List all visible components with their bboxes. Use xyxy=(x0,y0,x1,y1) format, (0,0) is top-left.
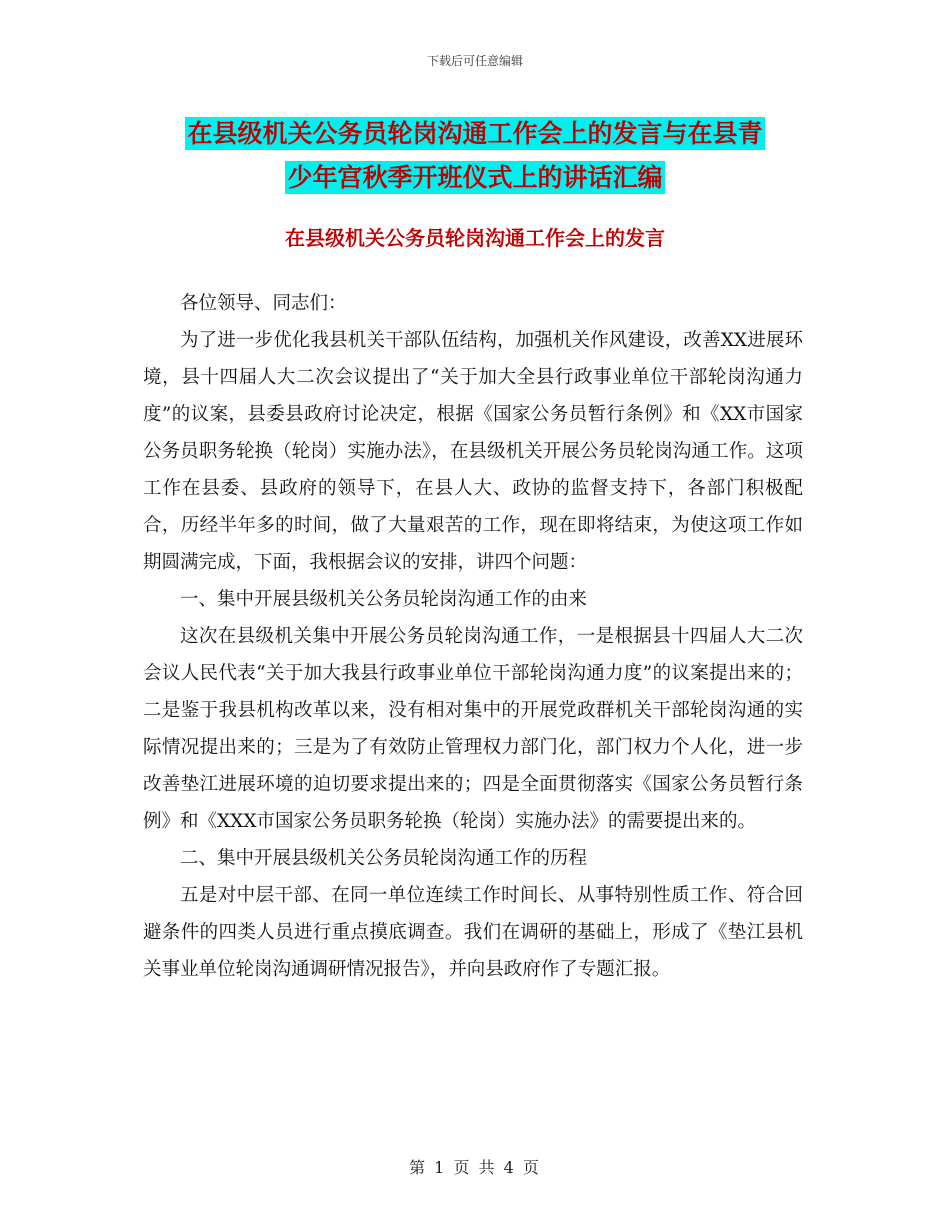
title-line-1 xyxy=(0,112,950,156)
header-note: 下载后可任意编辑 xyxy=(426,54,523,68)
paragraph-history: 五是对中层干部、在同一单位连续工作时间长、从事特别性质工作、符合回避条件的四类人员进行重点摸底调查。我们在调研的基础上，形成了《垫江县机关事业单位轮岗沟通调研情况报告》，并向县政府作了专题汇报。 xyxy=(143,885,803,980)
body-text xyxy=(143,285,803,988)
paragraph-origin: 这次在县级机关集中开展公务员轮岗沟通工作，一是根据县十四届人大二次会议人民代表“关于加大我县行政事业单位干部轮岗沟通力度”的议案提出来的；二是鉴于我县机构改革以来，没有相对集中的开展党政群机关干部轮岗沟通的实际情况提出来的；三是为了有效防止管理权力部门化，部门权力个人化，进一步改善垫江进展环境的迫切要求提出来的；四是全面贯彻落实《国家公务员暂行条例》和《XXX市国家公务员职务轮换（轮岗）实施办法》的需要提出来的。 xyxy=(143,626,803,832)
title-line-2-text: 少年宫秋季开班仪式上的讲话汇编 xyxy=(287,163,663,192)
title-line-1-text: 在县级机关公务员轮岗沟通工作会上的发言与在县青 xyxy=(187,119,763,148)
section-title: 在县级机关公务员轮岗沟通工作会上的发言 xyxy=(285,226,665,250)
salutation: 各位领导、同志们： xyxy=(180,293,347,314)
heading-origin: 一、集中开展县级机关公务员轮岗沟通工作的由来 xyxy=(180,589,588,610)
document-title xyxy=(0,112,950,200)
page-footer: 第 1 页 共 4 页 xyxy=(409,1158,541,1177)
paragraph-intro: 为了进一步优化我县机关干部队伍结构，加强机关作风建设，改善XX进展环境，县十四届人大二次会议提出了“关于加大全县行政事业单位干部轮岗沟通力度”的议案，县委县政府讨论决定，根据《国家公务员暂行条例》和《XX市国家公务员职务轮换（轮岗）实施办法》，在县级机关开展公务员轮岗沟通工作。这项工作在县委、县政府的领导下，在县人大、政协的监督支持下，各部门积极配合，历经半年多的时间，做了大量艰苦的工作，现在即将结束，为使这项工作如期圆满完成，下面，我根据会议的安排，讲四个问题： xyxy=(143,330,803,573)
title-line-2 xyxy=(0,156,950,200)
heading-history: 二、集中开展县级机关公务员轮岗沟通工作的历程 xyxy=(180,848,588,869)
